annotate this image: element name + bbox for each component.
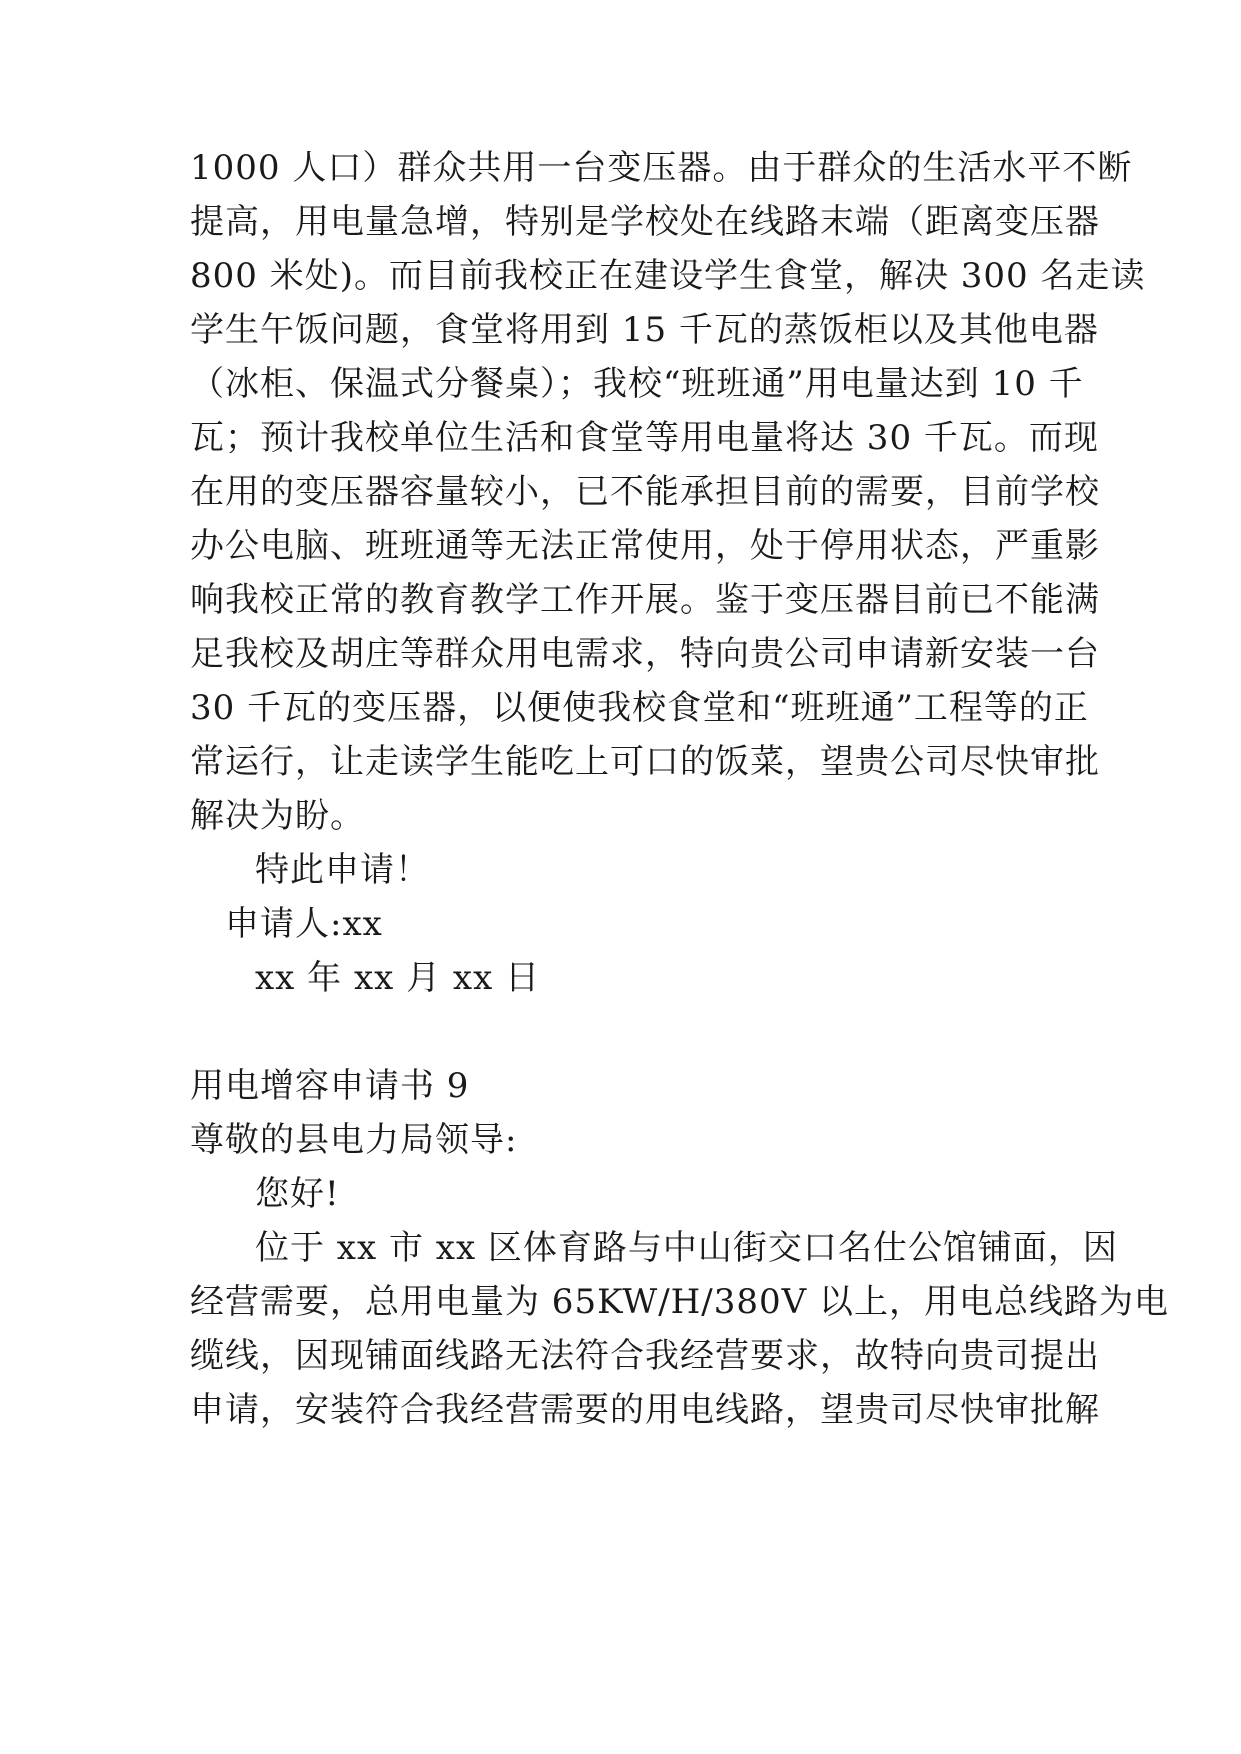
paragraph-line: （冰柜、保温式分餐桌）；我校“班班通”用电量达到 10 千: [190, 364, 1084, 404]
closing-text: 特此申请！: [255, 850, 430, 890]
paragraph-line: 1000 人口）群众共用一台变压器。由于群众的生活水平不断: [190, 148, 1133, 188]
salutation: 尊敬的县电力局领导:: [190, 1120, 518, 1160]
paragraph-line: 响我校正常的教育教学工作开展。鉴于变压器目前已不能满: [190, 580, 1100, 620]
paragraph-line: 学生午饭问题，食堂将用到 15 千瓦的蒸饭柜以及其他电器: [190, 310, 1099, 350]
paragraph-line: 经营需要，总用电量为 65KW/H/380V 以上，用电总线路为电: [190, 1282, 1170, 1322]
application-date: xx 年 xx 月 xx 日: [255, 958, 541, 998]
paragraph-line: 常运行，让走读学生能吃上可口的饭菜，望贵公司尽快审批: [190, 742, 1100, 782]
applicant-signature: 申请人:xx: [225, 904, 383, 944]
paragraph-line: 30 千瓦的变压器，以便使我校食堂和“班班通”工程等的正: [190, 688, 1089, 728]
paragraph-line: 提高，用电量急增，特别是学校处在线路末端（距离变压器: [190, 202, 1100, 242]
paragraph-line: 申请，安装符合我经营需要的用电线路，望贵司尽快审批解: [190, 1390, 1100, 1430]
paragraph-line: 800 米处)。而目前我校正在建设学生食堂，解决 300 名走读: [190, 256, 1146, 296]
paragraph-line: 瓦；预计我校单位生活和食堂等用电量将达 30 千瓦。而现: [190, 418, 1099, 458]
paragraph-line: 足我校及胡庄等群众用电需求，特向贵公司申请新安装一台: [190, 634, 1100, 674]
paragraph-line: 在用的变压器容量较小，已不能承担目前的需要，目前学校: [190, 472, 1100, 512]
paragraph-line: 解决为盼。: [190, 796, 365, 836]
paragraph-line: 办公电脑、班班通等无法正常使用，处于停用状态，严重影: [190, 526, 1100, 566]
section-title: 用电增容申请书 9: [190, 1066, 470, 1106]
paragraph-line: 缆线，因现铺面线路无法符合我经营要求，故特向贵司提出: [190, 1336, 1100, 1376]
paragraph-line: 位于 xx 市 xx 区体育路与中山街交口名仕公馆铺面，因: [255, 1228, 1118, 1268]
greeting: 您好!: [255, 1174, 340, 1214]
